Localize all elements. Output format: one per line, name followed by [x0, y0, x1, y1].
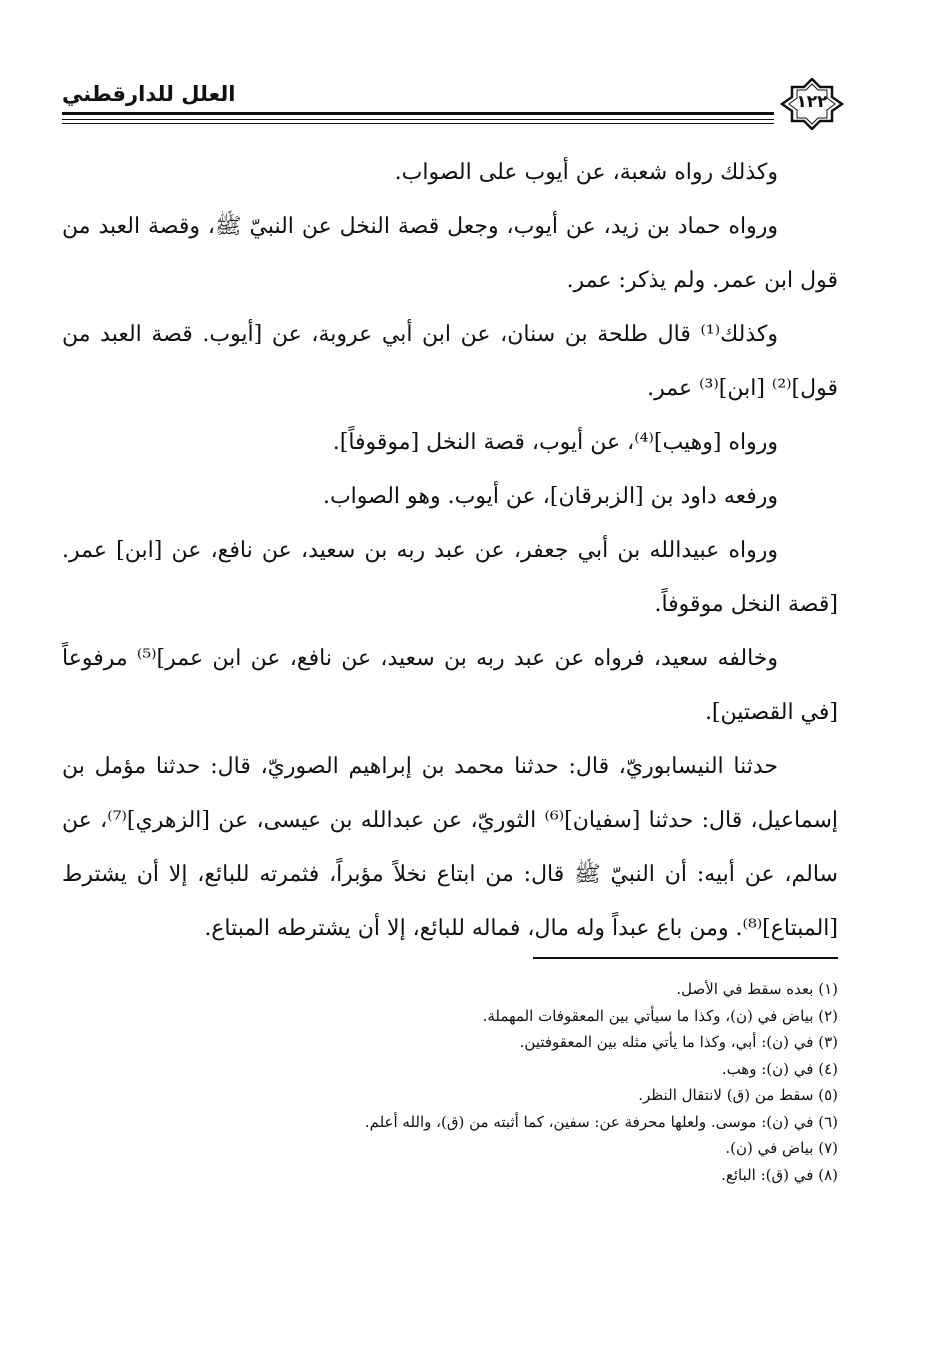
main-text	[62, 146, 838, 956]
running-header	[62, 78, 844, 130]
footnote: (٣) في (ن): أبي، وكذا ما يأتي مثله بين المعقوفتين.	[519, 1033, 838, 1051]
header-rule-thin	[62, 123, 774, 124]
paragraph: ورواه [وهيب]⁽⁴⁾، عن أيوب، قصة النخل [موقوفاً].	[332, 430, 778, 455]
footnote: (٧) بياض في (ن).	[725, 1139, 838, 1157]
footnote: (٤) في (ن): وهب.	[721, 1059, 838, 1078]
footnote: (٦) في (ن): موسى. ولعلها محرفة عن: سفين، كما أثبته من (ق)، والله أعلم.	[364, 1112, 838, 1131]
footnotes	[62, 976, 838, 1188]
paragraph: ورواه حماد بن زيد، عن أيوب، وجعل قصة النخل عن النبيّ ﷺ، وقصة العبد من قول ابن عمر. ولم يذكر: عمر.	[62, 214, 838, 293]
paragraph: وكذلك رواه شعبة، عن أيوب على الصواب.	[394, 160, 778, 185]
header-rule-thick	[62, 112, 774, 115]
footnote-separator	[533, 957, 838, 959]
footnote: (٢) بياض في (ن)، وكذا ما سيأتي بين المعقوفات المهملة.	[482, 1006, 838, 1025]
page-number: ١٢٢	[796, 92, 828, 112]
footnote: (١) بعده سقط في الأصل.	[676, 980, 838, 998]
book-title: العلل للدارقطني	[62, 82, 236, 106]
page-number-badge	[780, 78, 844, 130]
paragraph: ورفعه داود بن [الزبرقان]، عن أيوب. وهو الصواب.	[322, 484, 778, 509]
footnote: (٨) في (ق): البائع.	[721, 1165, 838, 1184]
paragraph: وخالفه سعيد، فرواه عن عبد ربه بن سعيد، عن نافع، عن ابن عمر]⁽⁵⁾ مرفوعاً [في القصتين].	[62, 646, 838, 725]
paragraph: ورواه عبيدالله بن أبي جعفر، عن عبد ربه بن سعيد، عن نافع، عن [ابن] عمر. [قصة النخل موقوفاً.	[62, 538, 838, 617]
paragraph: حدثنا النيسابوريّ، قال: حدثنا محمد بن إبراهيم الصوريّ، قال: حدثنا مؤمل بن إسماعيل، قال: حدثنا [سفيان]⁽⁶⁾ الثوريّ، عن عبدالله بن عيسى، عن [الزهري]⁽⁷⁾، عن سالم، عن أبيه: أن النبيّ ﷺ قال: من ابتاع نخلاً مؤبراً، فثمرته للبائع، إلا أن يشترط [المبتاع]⁽⁸⁾. ومن باع عبداً وله مال، فماله للبائع، إلا أن يشترطه المبتاع.	[62, 754, 838, 941]
footnote: (٥) سقط من (ق) لانتقال النظر.	[638, 1086, 838, 1104]
header-rule-thin	[62, 119, 774, 120]
paragraph: وكذلك⁽¹⁾ قال طلحة بن سنان، عن ابن أبي عروبة، عن [أيوب. قصة العبد من قول]⁽²⁾ [ابن]⁽³⁾ عمر.	[62, 322, 838, 401]
